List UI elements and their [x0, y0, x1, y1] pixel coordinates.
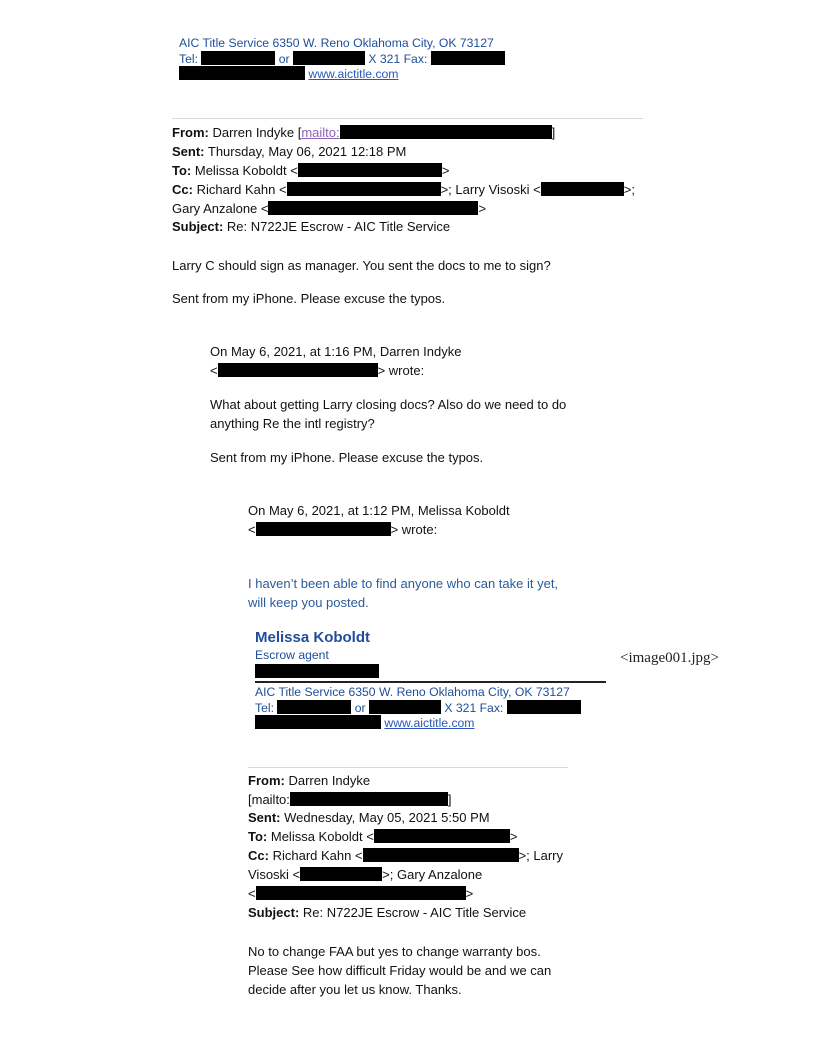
or-label: or: [354, 701, 366, 715]
top-signature-address: AIC Title Service 6350 W. Reno Oklahoma City, OK 73127: [179, 36, 494, 50]
email1-subject-line: [172, 219, 450, 234]
subject-label: Subject:: [248, 905, 300, 920]
redaction-bar: [340, 125, 552, 139]
email1-from-line: [172, 125, 555, 140]
email4-body-line: No to change FAA but yes to change warranty bos.: [248, 944, 541, 959]
top-signature-web-line: [179, 66, 398, 81]
website-link[interactable]: www.aictitle.com: [308, 67, 399, 81]
redaction-bar: [277, 700, 351, 714]
redaction-bar: [256, 522, 391, 536]
cc-value: >;: [623, 182, 635, 197]
email4-to-line: [248, 829, 517, 844]
cc-value: >; Gary Anzalone: [382, 867, 483, 882]
email4-cc-line2: [248, 867, 482, 882]
to-value: Melissa Koboldt <: [194, 163, 298, 178]
cc-value: Gary Anzalone <: [172, 201, 269, 216]
cc-value: >; Larry: [518, 848, 563, 863]
redaction-bar: [256, 886, 466, 900]
gt: >: [441, 163, 450, 178]
redaction-bar: [179, 66, 305, 80]
signature-divider: [255, 681, 606, 683]
divider: [172, 118, 643, 119]
mailto-open: [mailto:: [248, 792, 290, 807]
sent-value: Wednesday, May 05, 2021 5:50 PM: [284, 810, 490, 825]
redaction-bar: [287, 182, 441, 196]
email1-sent-line: [172, 144, 406, 159]
email2-body-line: anything Re the intl registry?: [210, 416, 375, 431]
redaction-bar: [374, 829, 510, 843]
signature-tel-line: [255, 700, 581, 715]
email2-header: On May 6, 2021, at 1:16 PM, Darren Indyke: [210, 344, 462, 359]
email1-cc-line: [172, 182, 635, 197]
mailto-link[interactable]: mailto:: [301, 125, 340, 140]
email3-body-line: I haven’t been able to find anyone who can take it yet,: [248, 576, 559, 591]
email3-header-address: [248, 522, 437, 537]
redaction-bar: [431, 51, 505, 65]
email3-body-line: will keep you posted.: [248, 595, 369, 610]
redaction-bar: [201, 51, 275, 65]
email4-body-line: Please See how difficult Friday would be and we can: [248, 963, 552, 978]
gt: >: [465, 886, 474, 901]
to-label: To:: [248, 829, 268, 844]
cc-value: Richard Kahn <: [196, 182, 287, 197]
redaction-bar: [290, 792, 448, 806]
redaction-bar: [300, 867, 382, 881]
ext-fax-label: X 321 Fax:: [368, 52, 428, 66]
cc-value: Visoski <: [248, 867, 301, 882]
gt: >: [509, 829, 518, 844]
gt: >: [478, 201, 487, 216]
redaction-bar: [369, 700, 441, 714]
email4-cc-line3: [248, 886, 473, 901]
email4-body-line: decide after you let us know. Thanks.: [248, 982, 462, 997]
cc-value: Richard Kahn <: [272, 848, 363, 863]
wrote: > wrote:: [377, 363, 425, 378]
sent-label: Sent:: [248, 810, 281, 825]
mailto-close: ]: [447, 792, 452, 807]
from-label: From:: [172, 125, 209, 140]
lt: <: [210, 363, 218, 378]
or-label: or: [278, 52, 290, 66]
top-signature-tel-line: [179, 51, 505, 66]
to-label: To:: [172, 163, 192, 178]
website-link[interactable]: www.aictitle.com: [384, 716, 475, 730]
sent-label: Sent:: [172, 144, 205, 159]
email4-cc-line: [248, 848, 563, 863]
signature-title: Escrow agent: [255, 648, 329, 662]
to-value: Melissa Koboldt <: [270, 829, 374, 844]
cc-value: >; Larry Visoski <: [440, 182, 541, 197]
email3-header: On May 6, 2021, at 1:12 PM, Melissa Koboldt: [248, 503, 510, 518]
signature-web-line: [255, 715, 474, 730]
tel-label: Tel:: [255, 701, 274, 715]
email1-cc-line2: [172, 201, 486, 216]
lt: <: [248, 886, 256, 901]
redaction-bar: [255, 715, 381, 729]
email1-body-line: Sent from my iPhone. Please excuse the typos.: [172, 291, 446, 306]
redaction-bar: [363, 848, 519, 862]
redaction-bar: [293, 51, 365, 65]
wrote: > wrote:: [390, 522, 438, 537]
from-value: Darren Indyke [: [212, 125, 302, 140]
cc-label: Cc:: [172, 182, 193, 197]
from-label: From:: [248, 773, 285, 788]
ext-fax-label: X 321 Fax:: [444, 701, 504, 715]
tel-label: Tel:: [179, 52, 198, 66]
redaction-bar: [255, 664, 379, 678]
from-close: ]: [551, 125, 556, 140]
redaction-bar: [541, 182, 624, 196]
redaction-bar: [268, 201, 478, 215]
redaction-bar: [218, 363, 378, 377]
email4-subject-line: [248, 905, 526, 920]
subject-value: Re: N722JE Escrow - AIC Title Service: [302, 905, 527, 920]
email4-sent-line: [248, 810, 490, 825]
sent-value: Thursday, May 06, 2021 12:18 PM: [207, 144, 407, 159]
email2-body-line: Sent from my iPhone. Please excuse the typos.: [210, 450, 484, 465]
cc-label: Cc:: [248, 848, 269, 863]
email1-body-line: Larry C should sign as manager. You sent the docs to me to sign?: [172, 258, 551, 273]
email1-to-line: [172, 163, 449, 178]
divider: [248, 767, 568, 768]
email2-body-line: What about getting Larry closing docs? Also do we need to do: [210, 397, 567, 412]
signature-address: AIC Title Service 6350 W. Reno Oklahoma City, OK 73127: [255, 685, 570, 699]
subject-label: Subject:: [172, 219, 224, 234]
email2-header-address: [210, 363, 424, 378]
signature-name: Melissa Koboldt: [255, 629, 371, 646]
image-placeholder: <image001.jpg>: [620, 650, 719, 666]
email4-mailto-line: [248, 792, 452, 807]
lt: <: [248, 522, 256, 537]
subject-value: Re: N722JE Escrow - AIC Title Service: [226, 219, 451, 234]
redaction-bar: [507, 700, 581, 714]
from-value: Darren Indyke: [288, 773, 371, 788]
email4-from-line: [248, 773, 370, 788]
redaction-bar: [298, 163, 442, 177]
signature-redaction: [255, 664, 379, 679]
